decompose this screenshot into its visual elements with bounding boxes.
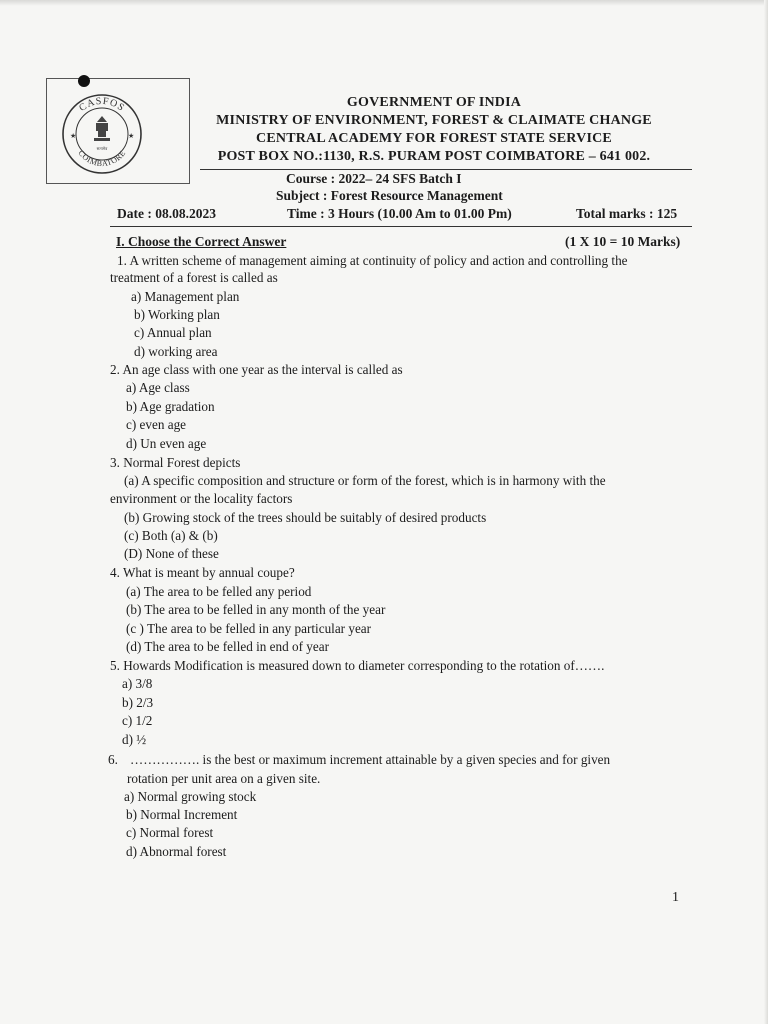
question-3-option-a-cont: environment or the locality factors [110, 491, 293, 506]
section-marks: (1 X 10 = 10 Marks) [565, 234, 681, 249]
svg-text:★: ★ [128, 132, 135, 140]
total-marks: Total marks : 125 [576, 206, 678, 221]
question-2-text: 2. An age class with one year as the interval is called as [110, 362, 403, 377]
question-3-option-a: (a) A specific composition and structure or form of the forest, which is in harmony with the [124, 473, 606, 488]
question-3-option-d: (D) None of these [124, 546, 219, 561]
question-2-option-d: d) Un even age [126, 436, 207, 451]
svg-text:CASFOS: CASFOS [77, 95, 127, 114]
question-5-option-c: c) 1/2 [122, 713, 153, 728]
question-3-option-b: (b) Growing stock of the trees should be suitably of desired products [124, 510, 487, 525]
svg-text:सत्यमेव: सत्यमेव [96, 146, 108, 151]
question-5-option-d: d) ½ [122, 732, 147, 747]
question-6-option-b: b) Normal Increment [126, 807, 238, 822]
header-academy: CENTRAL ACADEMY FOR FOREST STATE SERVICE [256, 131, 612, 146]
question-6-number: 6. [108, 752, 118, 767]
page-number: 1 [672, 890, 679, 905]
course-line: Course : 2022– 24 SFS Batch I [286, 171, 462, 186]
question-4-option-a: (a) The area to be felled any period [126, 584, 312, 599]
exam-date: Date : 08.08.2023 [117, 206, 216, 221]
question-1-option-d: d) working area [134, 344, 218, 359]
question-1-option-a: a) Management plan [131, 289, 240, 304]
meta-rule [110, 226, 692, 227]
question-2-option-b: b) Age gradation [126, 399, 215, 414]
question-5-text: 5. Howards Modification is measured down to diameter corresponding to the rotation of……. [110, 658, 605, 673]
question-1-text-cont: treatment of a forest is called as [110, 270, 278, 285]
header-ministry: MINISTRY OF ENVIRONMENT, FOREST & CLAIMATE CHANGE [216, 113, 652, 128]
question-5-option-a: a) 3/8 [122, 676, 153, 691]
question-2-option-c: c) even age [126, 417, 187, 432]
question-1-text: 1. A written scheme of management aiming at continuity of policy and action and controlling the [117, 253, 628, 268]
subject-line: Subject : Forest Resource Management [276, 188, 503, 203]
scan-edge-right [764, 0, 768, 1024]
question-6-text: ……………. is the best or maximum increment attainable by a given species and for given [130, 752, 611, 767]
svg-text:★: ★ [70, 132, 77, 140]
question-4-option-d: (d) The area to be felled in end of year [126, 639, 329, 654]
casfos-seal-logo [60, 92, 144, 176]
scan-edge-top [0, 0, 768, 6]
question-5-option-b: b) 2/3 [122, 695, 154, 710]
question-2-option-a: a) Age class [126, 380, 190, 395]
svg-text:COIMBATORE: COIMBATORE [76, 148, 128, 169]
question-6-option-d: d) Abnormal forest [126, 844, 227, 859]
question-3-option-c: (c) Both (a) & (b) [124, 528, 218, 543]
question-1-option-c: c) Annual plan [134, 325, 212, 340]
question-1-option-b: b) Working plan [134, 307, 220, 322]
section-title: I. Choose the Correct Answer [116, 234, 287, 249]
question-3-text: 3. Normal Forest depicts [110, 455, 241, 470]
header-rule [200, 169, 692, 170]
question-6-option-c: c) Normal forest [126, 825, 214, 840]
punch-hole-mark [78, 75, 90, 87]
question-6-option-a: a) Normal growing stock [124, 789, 257, 804]
question-4-text: 4. What is meant by annual coupe? [110, 565, 295, 580]
question-4-option-c: (c ) The area to be felled in any particular year [126, 621, 372, 636]
exam-time: Time : 3 Hours (10.00 Am to 01.00 Pm) [287, 206, 512, 221]
question-6-text-cont: rotation per unit area on a given site. [127, 771, 321, 786]
header-address: POST BOX NO.:1130, R.S. PURAM POST COIMBATORE – 641 002. [217, 149, 651, 164]
question-4-option-b: (b) The area to be felled in any month of the year [126, 602, 386, 617]
header-government: GOVERNMENT OF INDIA [346, 95, 522, 110]
